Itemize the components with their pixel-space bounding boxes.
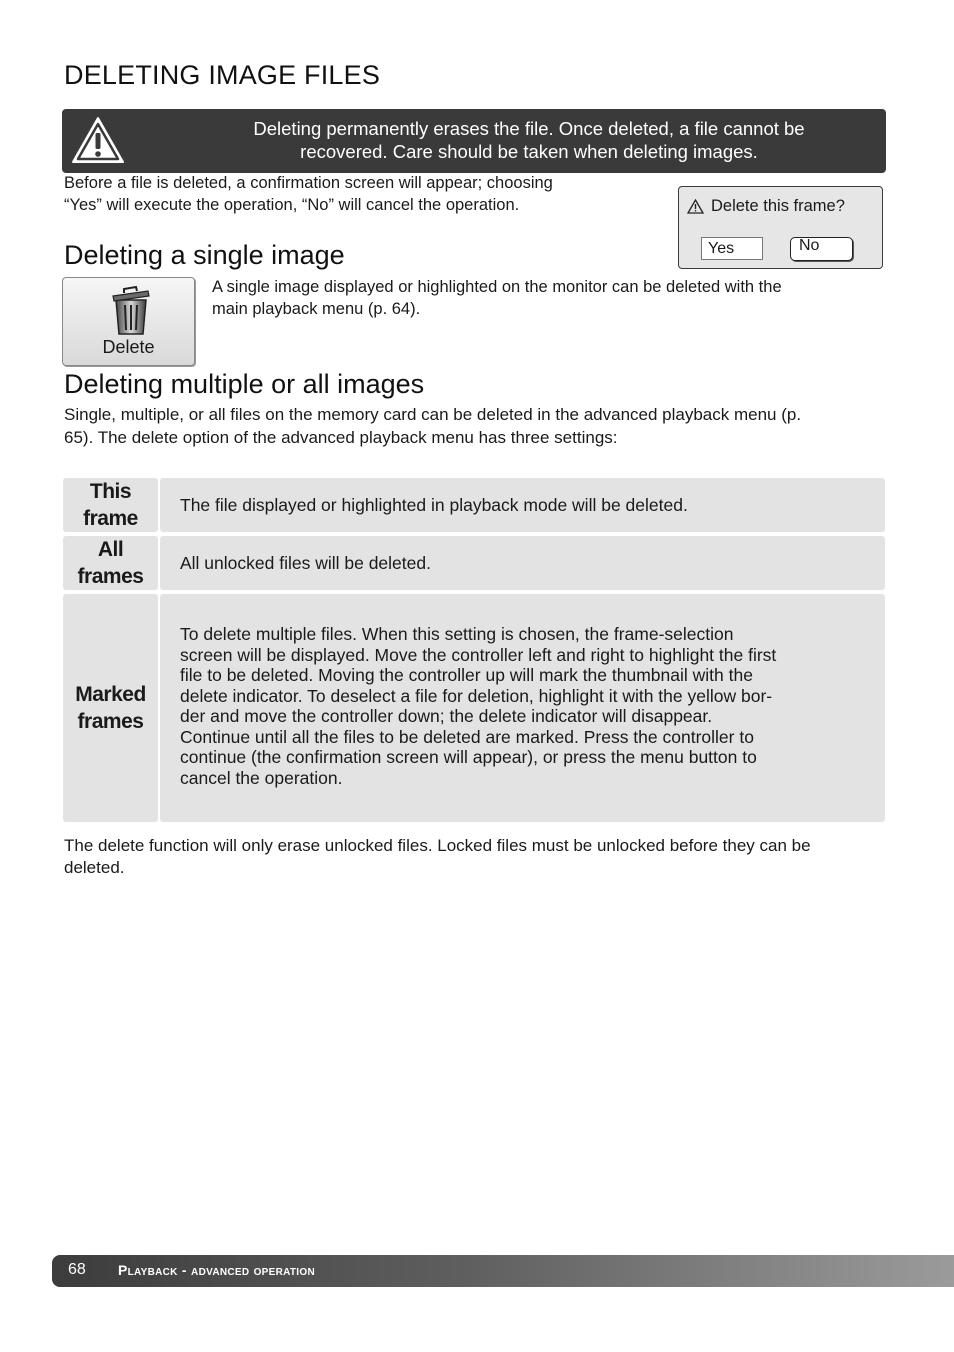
warning-icon xyxy=(687,199,704,214)
footer-section-title: Playback - advanced operation xyxy=(118,1262,315,1278)
intro-paragraph: Before a file is deleted, a confirmation screen will appear; choosing “Yes” will execute the operation, “No” will cancel the operation. xyxy=(64,174,553,214)
note-paragraph: The delete function will only erase unlocked files. Locked files must be unlocked before they can be deleted. xyxy=(64,836,811,877)
setting-desc-all-frames: All unlocked files will be deleted. xyxy=(160,536,885,590)
dialog-question: Delete this frame? xyxy=(687,197,845,216)
delete-key-illustration xyxy=(62,277,195,366)
setting-name-marked-frames: Marked frames xyxy=(63,594,158,822)
setting-desc-marked-frames: To delete multiple files. When this setting is chosen, the frame-selection screen will be displayed. Move the controller left and right to highlight the first file to be deleted. Moving the controller up will mark the thumbnail with the delete indicator. To deselect a file for deletion, highlight it with the yellow bor- der and move the controller down; the delete indicator will disappear. Continue until all the files to be deleted are marked. Press the controller to continue (the confirmation screen will appear), or press the menu button to cancel the operation. xyxy=(160,594,885,822)
warning-text: Deleting permanently erases the file. Once deleted, a file cannot be recovered. Care should be taken when deleting images. xyxy=(253,118,805,162)
warning-banner xyxy=(62,109,886,173)
single-paragraph: A single image displayed or highlighted on the monitor can be deleted with the main playback menu (p. 64). xyxy=(212,278,782,318)
setting-name-all-frames: All frames xyxy=(63,536,158,590)
page-title: DELETING IMAGE FILES xyxy=(64,60,381,90)
setting-name-this-frame: This frame xyxy=(63,478,158,532)
warning-triangle-icon xyxy=(70,114,126,166)
section-heading-single: Deleting a single image xyxy=(64,240,345,270)
no-button[interactable]: No xyxy=(790,237,853,261)
yes-button[interactable]: Yes xyxy=(701,237,763,260)
delete-key-label: Delete xyxy=(102,337,155,357)
section-heading-multiple: Deleting multiple or all images xyxy=(64,369,425,399)
page-number: 68 xyxy=(68,1261,86,1278)
confirmation-dialog xyxy=(678,186,883,269)
multiple-paragraph: Single, multiple, or all files on the memory card can be deleted in the advanced playback menu (p. 65). The delete option of the advanced playback menu has three settings: xyxy=(64,405,802,447)
trash-icon xyxy=(110,284,152,336)
setting-desc-this-frame: The file displayed or highlighted in playback mode will be deleted. xyxy=(160,478,885,532)
page-footer xyxy=(52,1255,954,1287)
